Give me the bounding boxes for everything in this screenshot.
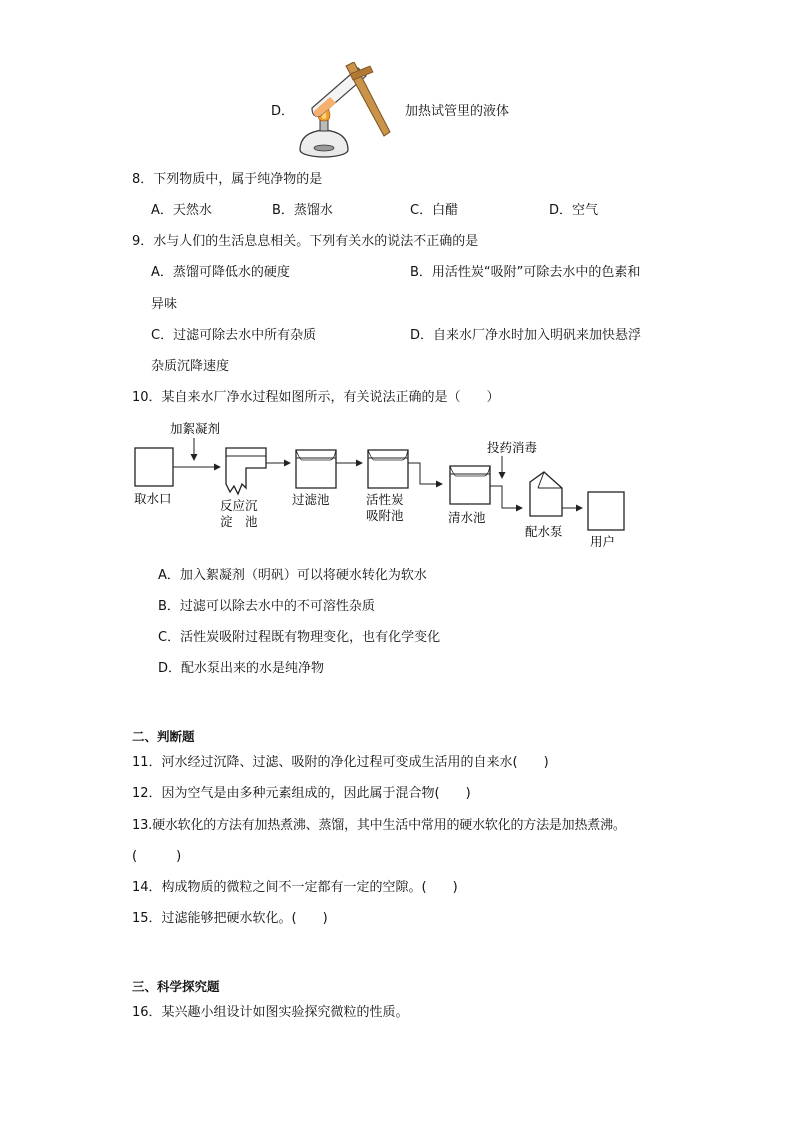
q8-option-b: B．蒸馏水 (272, 203, 333, 218)
q13-blank: ( ) (132, 849, 182, 864)
intake-box (135, 448, 173, 486)
q9-option-d-line1: D．自来水厂净水时加入明矾来加快悬浮 (410, 328, 642, 343)
label-filter: 过滤池 (292, 492, 330, 507)
q8-option-a: A．天然水 (151, 203, 212, 218)
q7-option-d-text: 加热试管里的液体 (405, 104, 510, 119)
q9-stem: 9．水与人们的生活息息相关。下列有关水的说法不正确的是 (132, 234, 479, 249)
q12: 12．因为空气是由多种元素组成的，因此属于混合物( ) (132, 786, 471, 801)
q10-stem: 10．某自来水厂净水过程如图所示，有关说法正确的是（ ） (132, 390, 500, 405)
q7-option-d-label: D． (271, 104, 295, 119)
label-flocculant: 加絮凝剂 (170, 421, 221, 436)
q8-option-d: D．空气 (549, 203, 599, 218)
q9-option-b-line1: B．用活性炭“吸附”可除去水中的色素和 (410, 265, 641, 280)
q8-option-c: C．白醋 (410, 203, 459, 218)
carbon-tank (368, 450, 408, 488)
label-intake: 取水口 (134, 491, 172, 506)
label-user: 用户 (590, 534, 616, 549)
q16: 16．某兴趣小组设计如图实验探究微粒的性质。 (132, 1005, 409, 1020)
section-3-title: 三、科学探究题 (132, 979, 220, 994)
q9-option-a: A．蒸馏可降低水的硬度 (151, 265, 290, 280)
label-reaction-2: 淀 池 (220, 514, 258, 529)
section-2-title: 二、判断题 (132, 729, 195, 744)
label-clear: 清水池 (448, 510, 486, 525)
q13: 13.硬水软化的方法有加热煮沸、蒸馏，其中生活中常用的硬水软化的方法是加热煮沸。 (132, 818, 626, 833)
q14: 14．构成物质的微粒之间不一定都有一定的空隙。( ) (132, 880, 458, 895)
clear-tank (450, 466, 490, 504)
filter-tank (296, 450, 336, 488)
label-disinfect: 投药消毒 (487, 440, 538, 455)
q10-option-d: D．配水泵出来的水是纯净物 (158, 661, 325, 676)
reaction-tank (226, 448, 266, 494)
label-pump: 配水泵 (525, 524, 563, 539)
q9-option-d-line2: 杂质沉降速度 (151, 359, 230, 374)
q10-option-a: A．加入絮凝剂（明矾）可以将硬水转化为软水 (158, 568, 427, 583)
water-treatment-diagram (130, 416, 640, 552)
heating-test-tube-illustration (290, 62, 400, 162)
q10-option-c: C．活性炭吸附过程既有物理变化，也有化学变化 (158, 630, 441, 645)
q9-option-b-line2: 异味 (151, 297, 178, 312)
label-carbon-2: 吸附池 (366, 508, 404, 523)
label-reaction-1: 反应沉 (220, 498, 258, 513)
q9-option-c: C．过滤可除去水中所有杂质 (151, 328, 317, 343)
q15: 15．过滤能够把硬水软化。( ) (132, 911, 328, 926)
user-box (588, 492, 624, 530)
q8-stem: 8．下列物质中，属于纯净物的是 (132, 172, 323, 187)
q11: 11．河水经过沉降、过滤、吸附的净化过程可变成生活用的自来水( ) (132, 755, 549, 770)
q10-option-b: B．过滤可以除去水中的不可溶性杂质 (158, 599, 375, 614)
label-carbon-1: 活性炭 (366, 492, 404, 507)
pump (530, 472, 562, 516)
